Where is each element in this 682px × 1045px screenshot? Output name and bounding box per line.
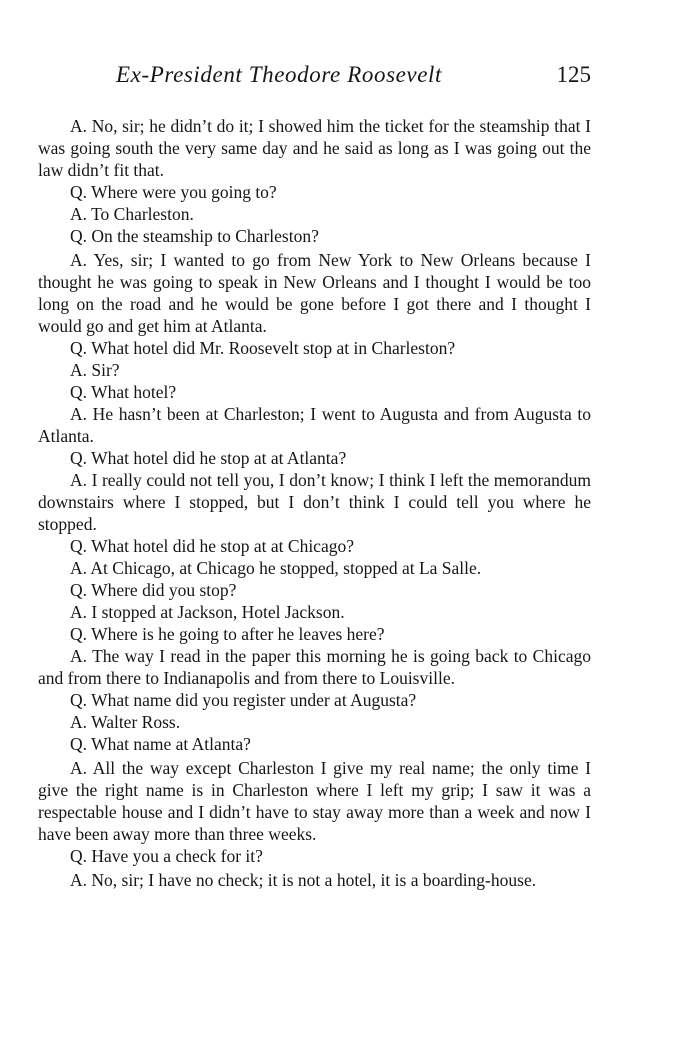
testimony-text [38, 115, 591, 891]
paragraph: A. I really could not tell you, I don’t know; I think I left the memorandum downstairs where I stopped, but I don’t think I could tell you where he stopped. [38, 470, 591, 534]
paragraph: A. At Chicago, at Chicago he stopped, stopped at La Salle. [70, 558, 482, 578]
paragraph: Q. Where were you going to? [70, 182, 277, 202]
paragraph: A. He hasn’t been at Charleston; I went to Augusta and from Augusta to Atlanta. [38, 404, 591, 446]
paragraph: A. Sir? [70, 360, 120, 380]
page-number: 125 [556, 62, 591, 87]
paragraph: Q. What hotel did he stop at at Chicago? [70, 536, 354, 556]
paragraph: A. Walter Ross. [70, 712, 181, 732]
paragraph: Q. What name at Atlanta? [70, 734, 251, 754]
paragraph: A. The way I read in the paper this morning he is going back to Chicago and from there to Indianapolis and from there to Louisville. [38, 646, 591, 688]
paragraph: Q. What hotel? [70, 382, 177, 402]
paragraph: A. All the way except Charleston I give my real name; the only time I give the right name is in Charleston where I left my grip; I saw it was a respectable house and I didn’t have to stay away more than a week and now I have been away more than three weeks. [38, 758, 591, 844]
paragraph: Q. What name did you register under at Augusta? [70, 690, 417, 710]
running-title: Ex-President Theodore Roosevelt [116, 62, 443, 87]
paragraph: Q. Where did you stop? [70, 580, 237, 600]
paragraph: Q. Where is he going to after he leaves here? [70, 624, 385, 644]
paragraph: Q. What hotel did Mr. Roosevelt stop at in Charleston? [70, 338, 456, 358]
page-header [38, 62, 591, 96]
paragraph: Q. What hotel did he stop at at Atlanta? [70, 448, 347, 468]
paragraph: Q. On the steamship to Charleston? [70, 226, 319, 246]
paragraph: A. Yes, sir; I wanted to go from New York to New Orleans because I thought he was going to speak in New Orleans and I thought I would be too long on the road and he would be gone before I got there and I thought I would go and get him at Atlanta. [38, 250, 591, 336]
paragraph: A. To Charleston. [70, 204, 194, 224]
paragraph: Q. Have you a check for it? [70, 846, 263, 866]
paragraph: A. I stopped at Jackson, Hotel Jackson. [70, 602, 345, 622]
paragraph: A. No, sir; he didn’t do it; I showed him the ticket for the steamship that I was going south the very same day and he said as long as I was going out the law didn’t fit that. [38, 116, 591, 180]
paragraph: A. No, sir; I have no check; it is not a hotel, it is a boarding-house. [70, 870, 537, 890]
